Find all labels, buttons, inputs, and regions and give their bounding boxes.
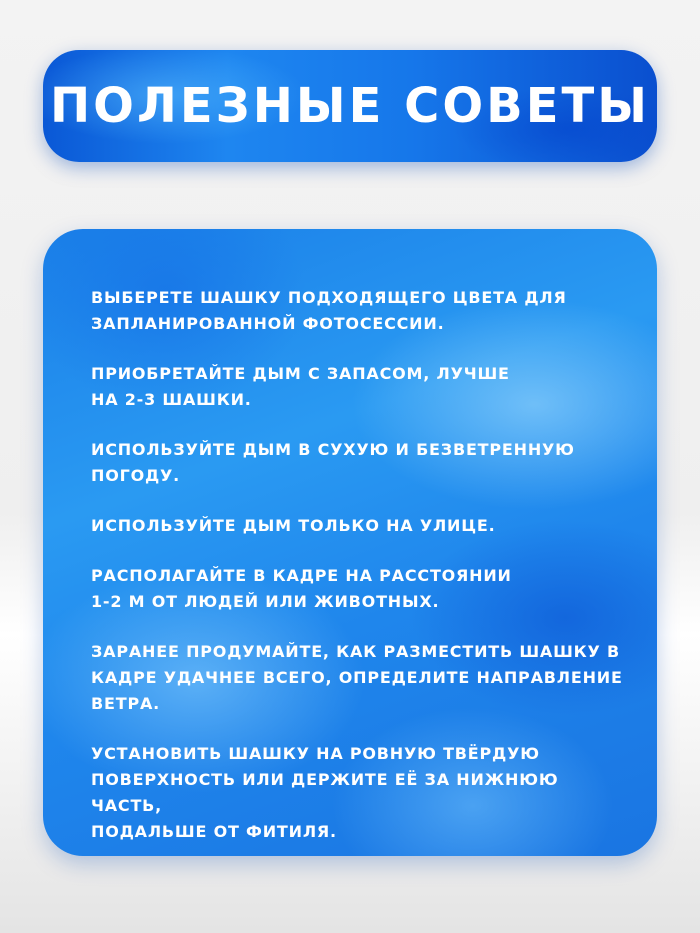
tips-list bbox=[91, 285, 631, 869]
title-banner bbox=[43, 50, 657, 162]
tip-item: ЗАРАНЕЕ ПРОДУМАЙТЕ, КАК РАЗМЕСТИТЬ ШАШКУ В КАДРЕ УДАЧНЕЕ ВСЕГО, ОПРЕДЕЛИТЕ НАПРАВЛЕНИЕ ВЕТРА. bbox=[91, 642, 623, 713]
tip-item: ПРИОБРЕТАЙТЕ ДЫМ С ЗАПАСОМ, ЛУЧШЕ НА 2-3 ШАШКИ. bbox=[91, 364, 510, 409]
tip-item: РАСПОЛАГАЙТЕ В КАДРЕ НА РАССТОЯНИИ 1-2 М ОТ ЛЮДЕЙ ИЛИ ЖИВОТНЫХ. bbox=[91, 566, 512, 611]
tip-item: ВЫБЕРЕТЕ ШАШКУ ПОДХОДЯЩЕГО ЦВЕТА ДЛЯ ЗАПЛАНИРОВАННОЙ ФОТОСЕССИИ. bbox=[91, 288, 567, 333]
page-title: ПОЛЕЗНЫЕ СОВЕТЫ bbox=[49, 78, 651, 134]
tips-card bbox=[43, 229, 657, 856]
tip-item: ИСПОЛЬЗУЙТЕ ДЫМ В СУХУЮ И БЕЗВЕТРЕННУЮ ПОГОДУ. bbox=[91, 440, 575, 485]
tip-item: ИСПОЛЬЗУЙТЕ ДЫМ ТОЛЬКО НА УЛИЦЕ. bbox=[91, 516, 496, 535]
tip-item: УСТАНОВИТЬ ШАШКУ НА РОВНУЮ ТВЁРДУЮ ПОВЕРХНОСТЬ ИЛИ ДЕРЖИТЕ ЕЁ ЗА НИЖНЮЮ ЧАСТЬ, ПОДАЛЬШЕ ОТ ФИТИЛЯ. bbox=[91, 744, 559, 841]
